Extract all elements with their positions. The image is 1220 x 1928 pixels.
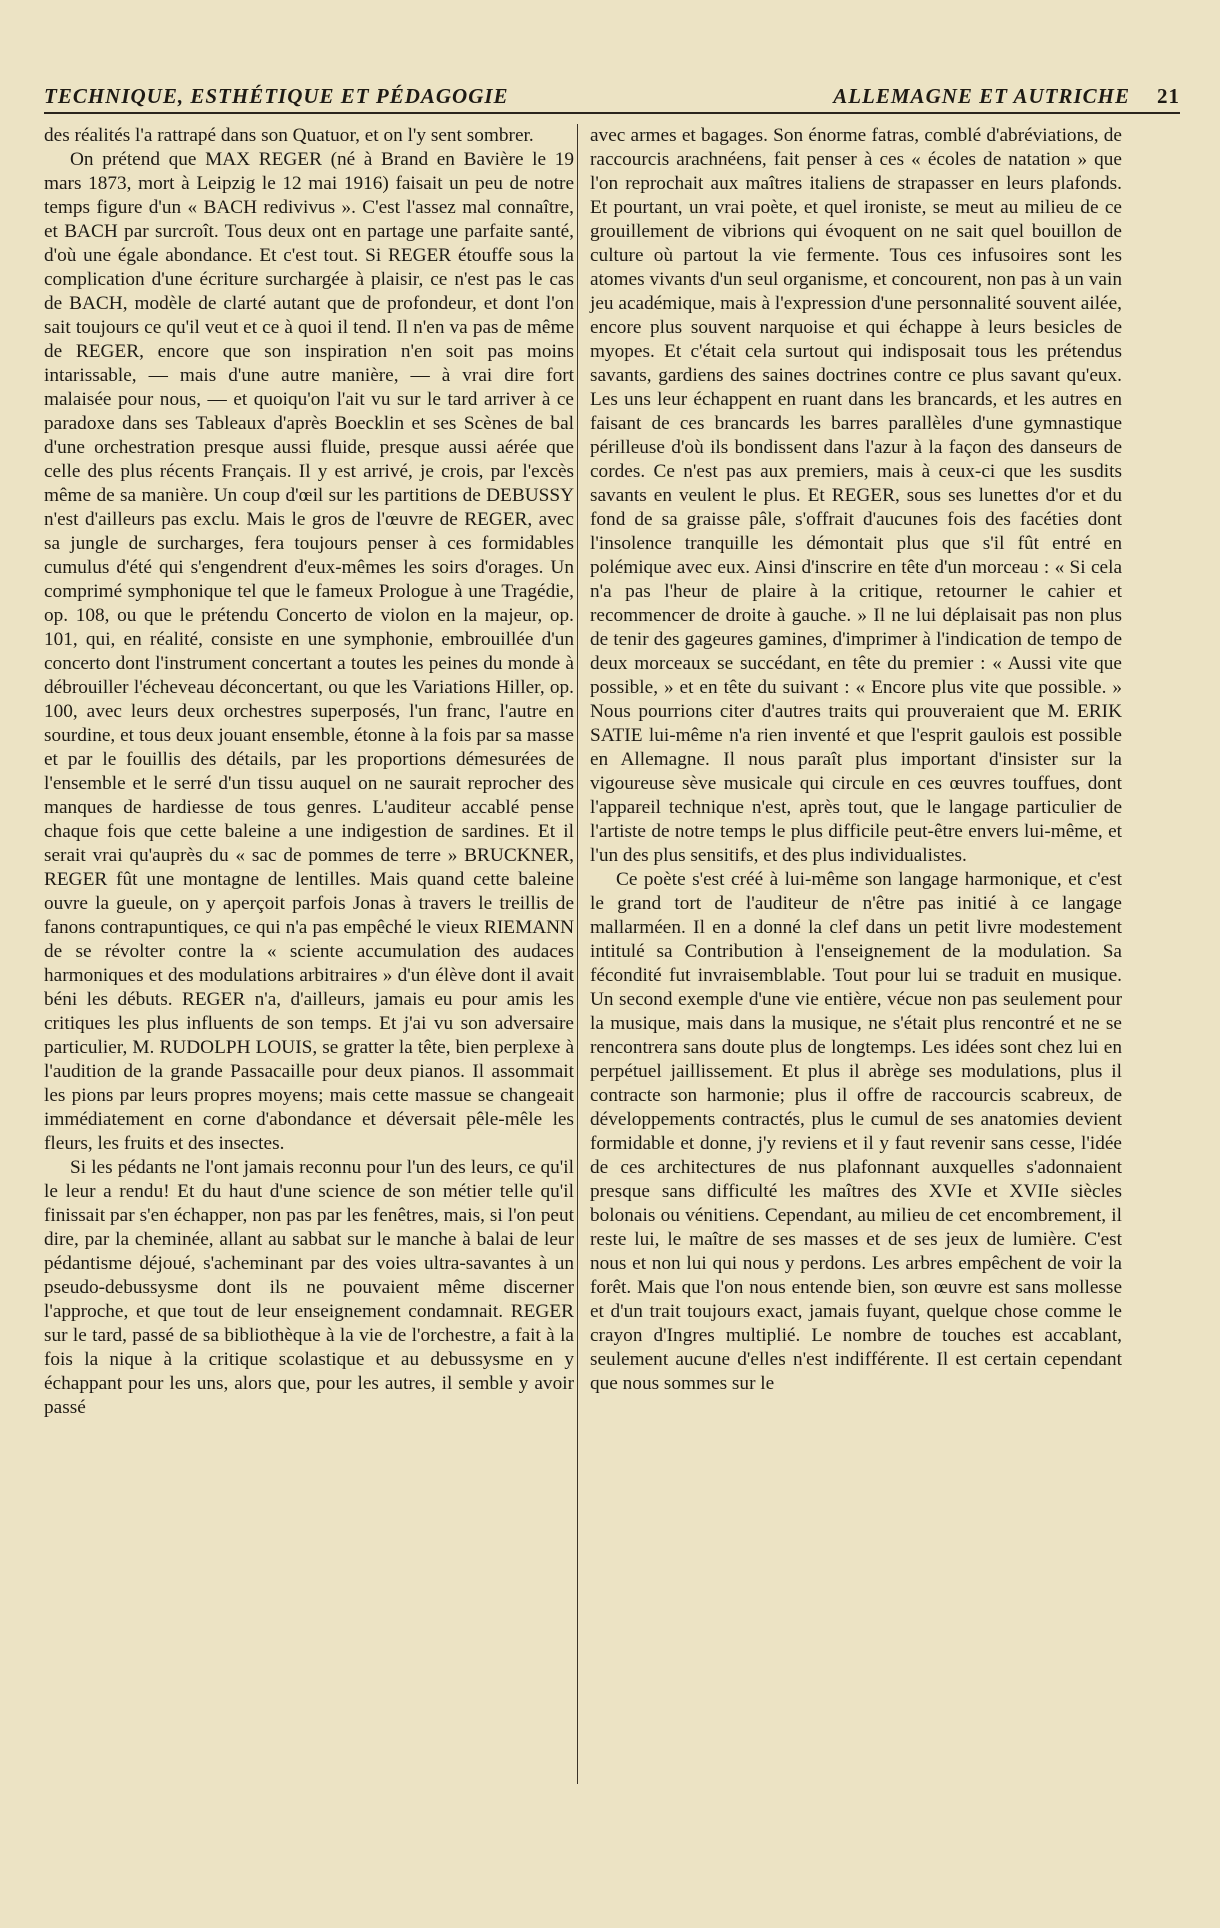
paragraph: avec armes et bagages. Son énorme fatras, comblé d'abréviations, de raccourcis arachnéens, fait penser à ces « écoles de natation » que l'on reprochait aux maîtres italiens de strapasser en leurs plafonds. Et pourtant, un vrai poète, et quel ironiste, se meut au milieu de ce grouillement de vibrions qui évoquent on ne sait quel bouillon de culture où partout la vie fermente. Tous ces infusoires sont les atomes vivants d'un seul organisme, et concourent, non pas à un vain jeu académique, mais à l'expression d'une personnalité souvent ailée, encore plus souvent narquoise et qui échappe à leurs besicles de myopes. Et c'était cela surtout qui indisposait tous les prétendus savants, gardiens des saines doctrines contre ce plus savant qu'eux. Les uns leur échappent en ruant dans les brancards, et les autres en faisant de ces brancards les barres parallèles d'une gymnastique périlleuse d'où ils bondissent dans l'azur à la façon des danseurs de cordes. Ce n'est pas aux premiers, mais à ceux-ci que les susdits savants en veulent le plus. Et REGER, sous ses lunettes d'or et du fond de sa graisse pâle, s'offrait d'aucunes fois des facéties dont l'insolence tranquille les démontait plus que s'il fût entré en polémique avec eux. Ainsi d'inscrire en tête d'un morceau : « Si cela n'a pas l'heur de plaire à la critique, retourner le cahier et recommencer de droite à gauche. » Il ne lui déplaisait pas non plus de tenir des gageures gamines, d'imprimer à l'indication de tempo de deux morceaux se succédant, en tête du premier : « Aussi vite que possible, » et en tête du suivant : « Encore plus vite que possible. » Nous pourrions citer d'autres traits qui prouveraient que M. ERIK SATIE lui-même n'a rien inventé et que l'esprit gaulois est possible en Allemagne. Il nous paraît plus important d'insister sur la vigoureuse sève musicale qui circule en ces œuvres touffues, dont l'appareil technique n'est, après tout, que le langage particulier de l'artiste de notre temps le plus difficile peut-être envers lui-même, et l'un des plus sensitifs, et des plus individualistes. [590, 125, 1122, 866]
header-chapter-title: ALLEMAGNE ET AUTRICHE [833, 84, 1130, 108]
paragraph: des réalités l'a rattrapé dans son Quatuor, et on l'y sent sombrer. [44, 125, 534, 146]
header-section-title: TECHNIQUE, ESTHÉTIQUE ET PÉDAGOGIE [44, 84, 509, 108]
left-column [44, 124, 574, 1898]
running-header [44, 82, 1180, 114]
column-divider [577, 124, 578, 1784]
paragraph: On prétend que MAX REGER (né à Brand en Bavière le 19 mars 1873, mort à Leipzig le 12 mai 1916) faisait un peu de notre temps figure d'un « BACH redivivus ». C'est l'assez mal connaître, et BACH par surcroît. Tous deux ont en partage une parfaite santé, d'où une égale abondance. Et c'est tout. Si REGER étouffe sous la complication d'une écriture surchargée à plaisir, ce n'est pas le cas de BACH, modèle de clarté autant que de profondeur, et dont l'on sait toujours ce qu'il veut et ce à quoi il tend. Il n'en va pas de même de REGER, encore que son inspiration n'en soit pas moins intarissable, — mais d'une autre manière, — à vrai dire fort malaisée pour nous, — et quoiqu'on l'ait vu sur le tard arriver à ce paradoxe dans ses Tableaux d'après Boecklin et ses Scènes de bal d'une orchestration presque aussi fluide, presque aussi aérée que celle des plus récents Français. Il y est arrivé, je crois, par l'excès même de sa manière. Un coup d'œil sur les partitions de DEBUSSY n'est d'ailleurs pas exclu. Mais le gros de l'œuvre de REGER, avec sa jungle de surcharges, fera toujours penser à ces formidables cumulus d'été qui s'engendrent d'eux-mêmes les soirs d'orages. Un comprimé symphonique tel que le fameux Prologue à une Tragédie, op. 108, ou que le prétendu Concerto de violon en la majeur, op. 101, qui, en réalité, consiste en une symphonie, embrouillée d'un concerto dont l'instrument concertant a toutes les peines du monde à débrouiller l'écheveau déconcertant, ou que les Variations Hiller, op. 100, avec leurs deux orchestres superposés, l'un franc, l'autre en sourdine, et tous deux jouant ensemble, étonne à la fois par sa masse et par le fouillis des détails, par les proportions démesurées de l'ensemble et le serré d'un tissu auquel on ne saurait reprocher des manques de hardiesse de tous genres. L'auditeur accablé pense chaque fois que cette baleine a une indigestion de sardines. Et il serait vrai qu'auprès du « sac de pommes de terre » BRUCKNER, REGER fût une montagne de lentilles. Mais quand cette baleine ouvre la gueule, on y aperçoit parfois Jonas à travers le treillis de fanons contrapuntiques, ce qui n'a pas empêché le vieux RIEMANN de se révolter contre la « sciente accumulation des audaces harmoniques et des modulations arbitraires » d'un élève dont il avait béni les débuts. REGER n'a, d'ailleurs, jamais eu pour amis les critiques les plus influents de son temps. Et j'ai vu son adversaire particulier, M. RUDOLPH LOUIS, se gratter la tête, bien perplexe à l'audition de la grande Passacaille pour deux pianos. Il assommait les pions par leurs propres moyens; mais cette massue se changeait immédiatement en corne d'abondance et déversait pêle-mêle les fleurs, les fruits et des insectes. [44, 149, 574, 1154]
page-number: 21 [1157, 84, 1180, 108]
paragraph: Si les pédants ne l'ont jamais reconnu pour l'un des leurs, ce qu'il le leur a rendu! Et du haut d'une science de son métier telle qu'il finissait par s'en échapper, non pas par les fenêtres, mais, si l'on peut dire, par la cheminée, allant au sabbat sur le manche à balai de leur pédantisme déjoué, s'acheminant par des voies ultra-savantes à un pseudo-debussysme dont ils ne pouvaient même discerner l'approche, et que tout de leur enseignement condamnait. REGER sur le tard, passé de sa bibliothèque à la vie de l'orchestre, a fait à la fois la nique à la critique scolastique et au debussysme en y échappant pour les uns, alors que, pour les autres, il semble y avoir passé [44, 1157, 574, 1418]
paragraph: Ce poète s'est créé à lui-même son langage harmonique, et c'est le grand tort de l'auditeur de n'être pas initié à ce langage mallarméen. Il en a donné la clef dans un petit livre modestement intitulé sa Contribution à l'enseignement de la modulation. Sa fécondité fut invraisemblable. Tout pour lui se traduit en musique. Un second exemple d'une vie entière, vécue non pas seulement pour la musique, mais dans la musique, ne s'était plus rencontré et ne se rencontrera sans doute plus de longtemps. Les idées sont chez lui en perpétuel jaillissement. Et plus il abrège ses modulations, plus il contracte son harmonie; plus il offre de raccourcis scabreux, de développements contractés, plus le cumul de ses anatomies devient formidable et donne, j'y reviens et il y faut revenir sans cesse, l'idée de ces architectures de nus plafonnant auxquelles s'adonnaient presque sans difficulté les maîtres des XVIe et XVIIe siècles bolonais ou vénitiens. Cependant, au milieu de cet encombrement, il reste lui, le maître de ses masses et de ses jeux de lumière. C'est nous et non lui qui nous y perdons. Les arbres empêchent de voir la forêt. Mais que l'on nous entende bien, son œuvre est sans mollesse et d'un trait toujours exact, jamais fuyant, quelque chose comme le crayon d'Ingres multiplié. Le nombre de touches est accablant, seulement aucune d'elles n'est indifférente. Il est certain cependant que nous sommes sur le [590, 869, 1122, 1394]
right-column [590, 124, 1122, 1898]
